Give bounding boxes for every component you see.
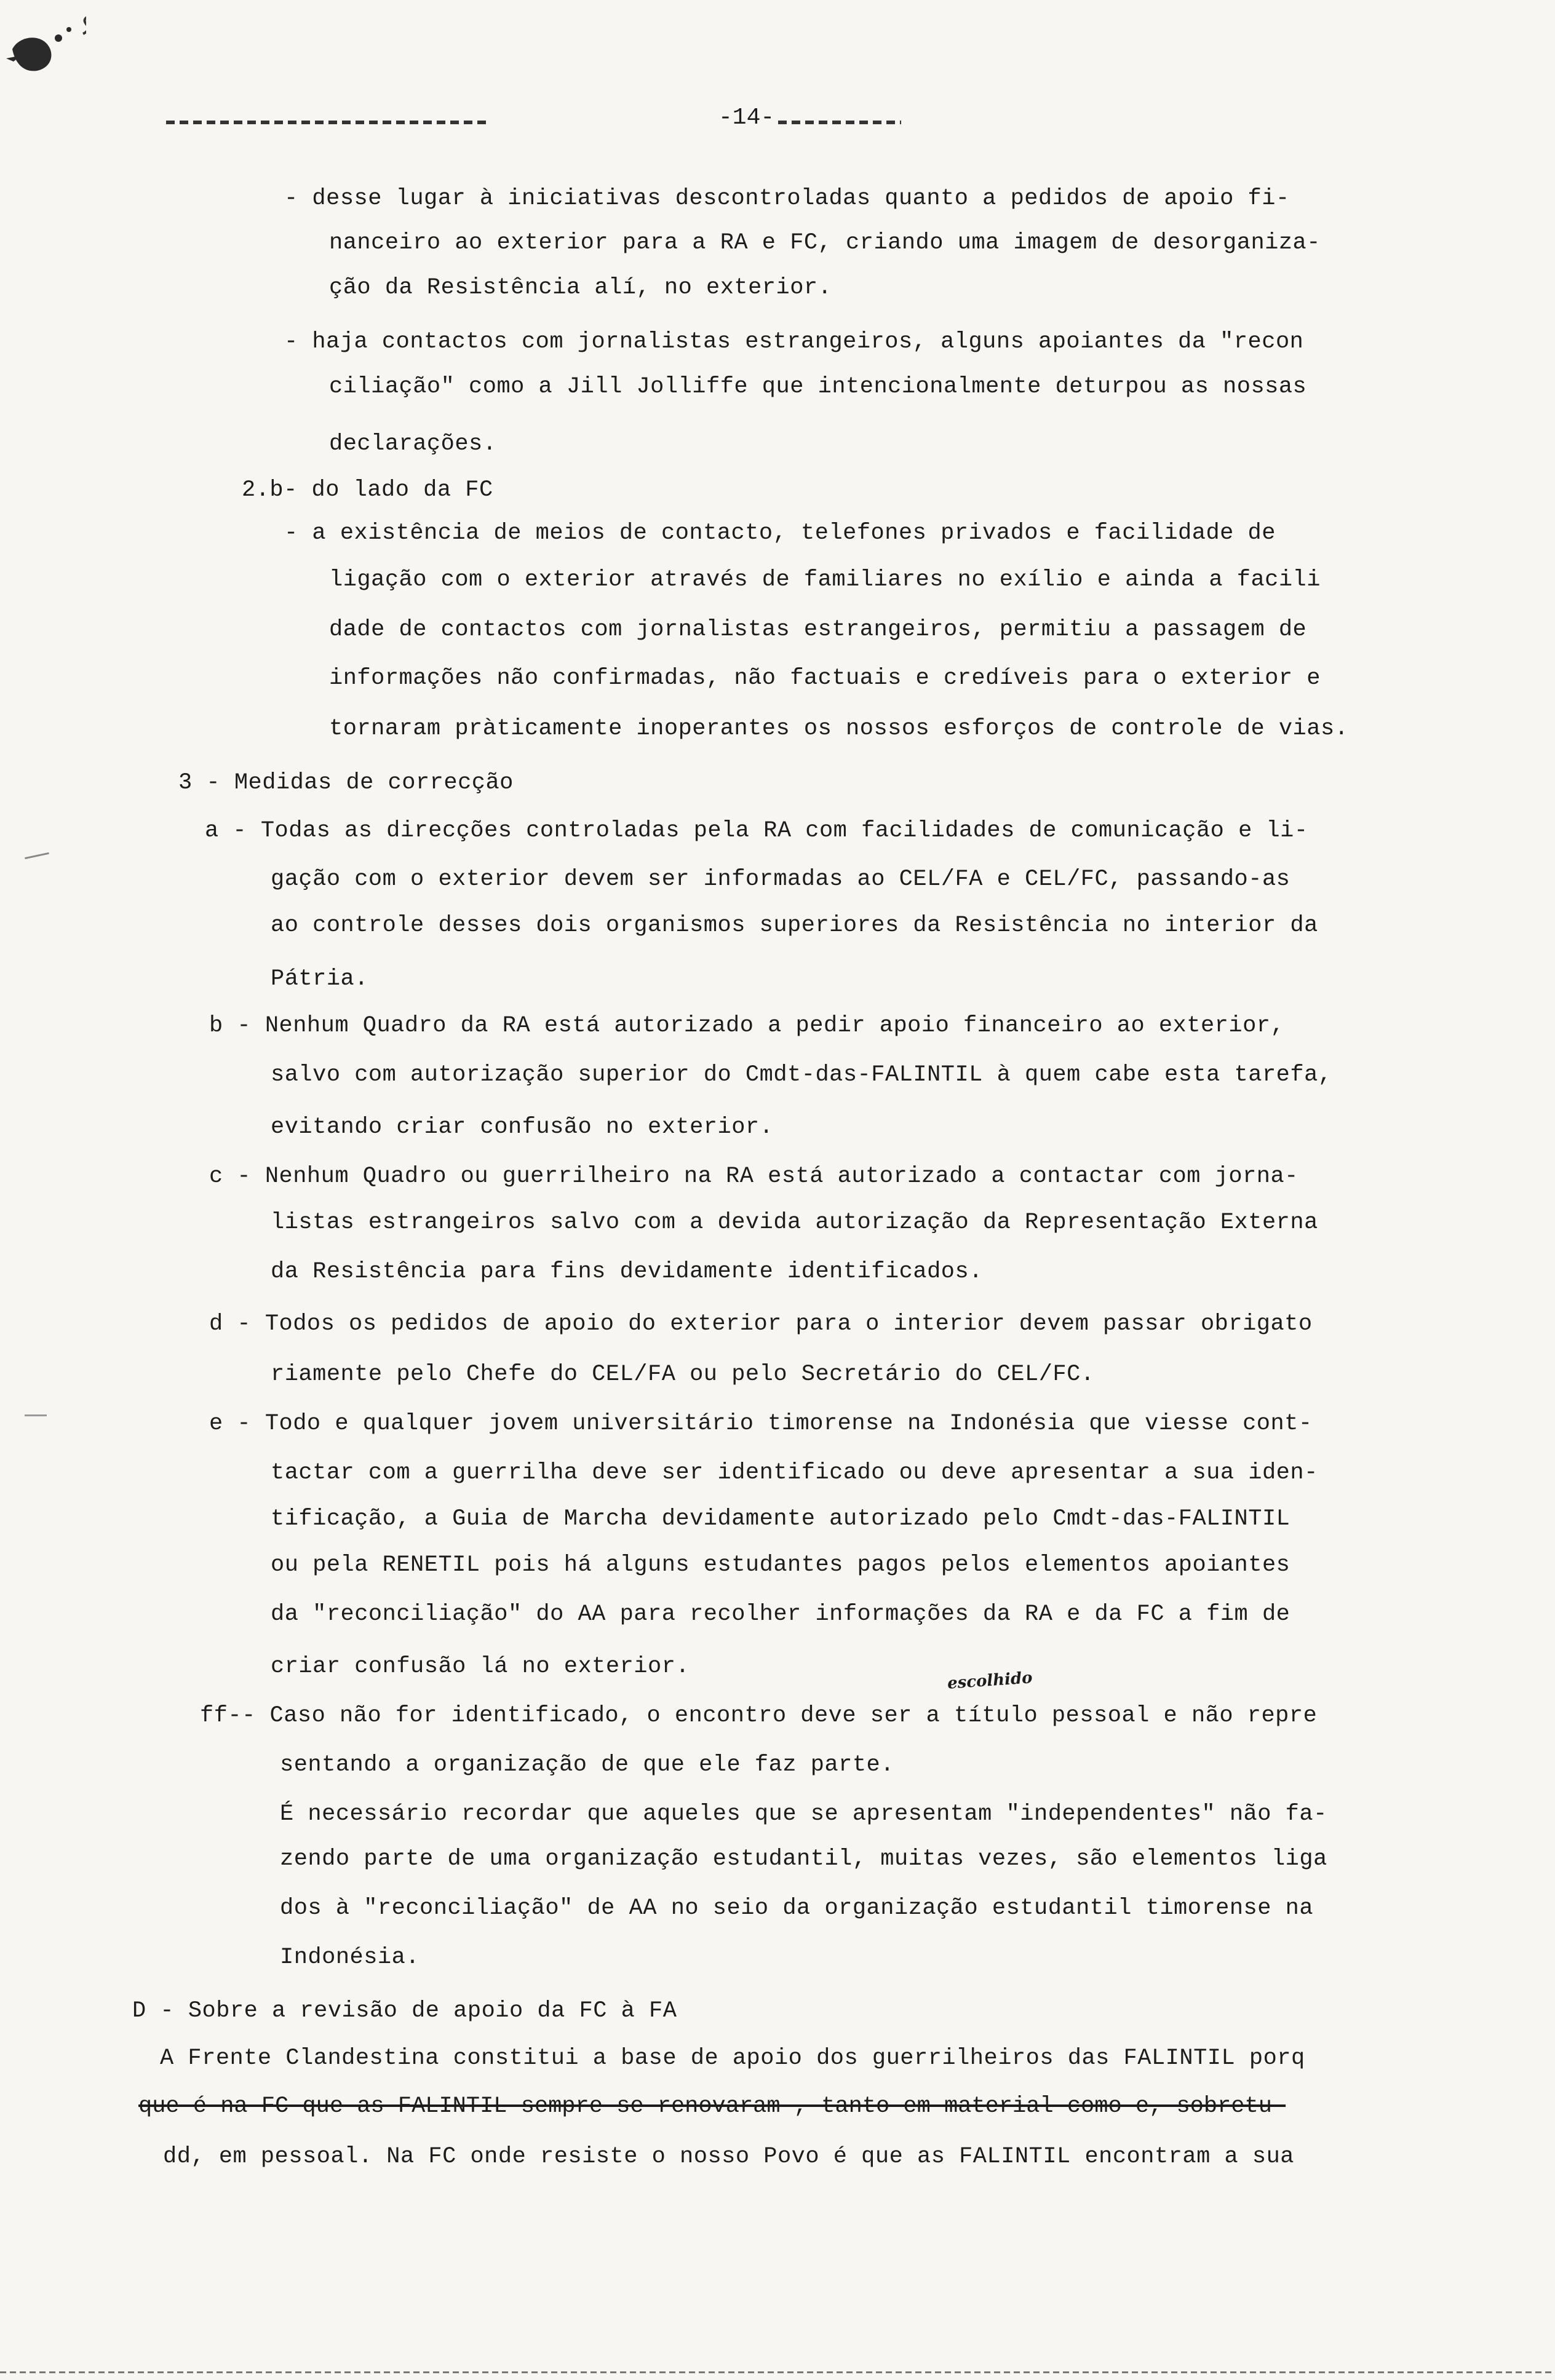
page-number: -14- [718,105,775,131]
text-line: ção da Resistência alí, no exterior. [329,275,832,301]
text-line: da Resistência para fins devidamente identificados. [271,1259,983,1285]
text-line: evitando criar confusão no exterior. [271,1114,774,1140]
text-line: A Frente Clandestina constitui a base de apoio dos guerrilheiros das FALINTIL porq [160,2045,1305,2071]
struck-text-line: que é na FC que as FALINTIL sempre se renovaram , tanto em material como e, sobretu- [138,2093,1286,2119]
text-line: - a existência de meios de contacto, telefones privados e facilidade de [284,520,1276,546]
text-line: tactar com a guerrilha deve ser identificado ou deve apresentar a sua iden- [271,1460,1318,1486]
text-line: ligação com o exterior através de familiares no exílio e ainda a facili [329,567,1321,593]
text-line: dade de contactos com jornalistas estrangeiros, permitiu a passagem de [329,617,1307,643]
text-line: dd, em pessoal. Na FC onde resiste o nosso Povo é que as FALINTIL encontram a sua [163,2144,1294,2170]
margin-mark [25,852,49,859]
text-line: Indonésia. [280,1945,420,1970]
text-line: e - Todo e qualquer jovem universitário timorense na Indonésia que viesse cont- [209,1411,1313,1437]
header-rule-right [778,121,901,124]
text-line: c - Nenhum Quadro ou guerrilheiro na RA está autorizado a contactar com jorna- [209,1164,1298,1189]
header-rule-left [166,121,486,124]
section-heading: D - Sobre a revisão de apoio da FC à FA [132,1998,677,2024]
ink-blot [0,0,86,86]
text-line: a - Todas as direcções controladas pela RA com facilidades de comunicação e li- [205,818,1308,844]
text-line: da "reconciliação" do AA para recolher informações da RA e da FC a fim de [271,1601,1291,1627]
text-line: É necessário recordar que aqueles que se apresentam "independentes" não fa- [280,1801,1327,1827]
text-line: tificação, a Guia de Marcha devidamente autorizado pelo Cmdt-das-FALINTIL [271,1506,1291,1532]
text-line: nanceiro ao exterior para a RA e FC, criando uma imagem de desorganiza- [329,230,1321,256]
text-line: listas estrangeiros salvo com a devida autorização da Representação Externa [271,1210,1318,1236]
text-line: b - Nenhum Quadro da RA está autorizado a pedir apoio financeiro ao exterior, [209,1013,1285,1039]
margin-mark [25,1414,47,1416]
text-line: - haja contactos com jornalistas estrangeiros, alguns apoiantes da "recon [284,329,1304,355]
text-line: sentando a organização de que ele faz parte. [280,1752,894,1778]
text-line: ff-- Caso não for identificado, o encontro deve ser a título pessoal e não repre [200,1703,1318,1729]
bottom-edge-rule [0,2371,1555,2373]
text-line: dos à "reconciliação" de AA no seio da organização estudantil timorense na [280,1895,1314,1921]
text-line: ciliação" como a Jill Jolliffe que intencionalmente deturpou as nossas [329,374,1307,400]
text-line: criar confusão lá no exterior. [271,1654,690,1680]
text-line: d - Todos os pedidos de apoio do exterior para o interior devem passar obrigato [209,1311,1313,1337]
text-line: salvo com autorização superior do Cmdt-das-FALINTIL à quem cabe esta tarefa, [271,1062,1332,1088]
text-line: Pátria. [271,966,368,992]
text-line: - desse lugar à iniciativas descontroladas quanto a pedidos de apoio fi- [284,186,1290,212]
text-line: ao controle desses dois organismos superiores da Resistência no interior da [271,913,1318,938]
text-line: ou pela RENETIL pois há alguns estudantes pagos pelos elementos apoiantes [271,1552,1291,1578]
text-line: tornaram pràticamente inoperantes os nossos esforços de controle de vias. [329,716,1349,742]
text-line: zendo parte de uma organização estudantil, muitas vezes, são elementos liga [280,1846,1327,1872]
text-line: gação com o exterior devem ser informadas ao CEL/FA e CEL/FC, passando-as [271,867,1291,892]
handwritten-insert: escolhido [947,1668,1033,1693]
text-line: riamente pelo Chefe do CEL/FA ou pelo Secretário do CEL/FC. [271,1362,1095,1387]
section-heading: 3 - Medidas de correcção [178,770,514,796]
section-heading: 2.b- do lado da FC [242,477,493,503]
text-line: declarações. [329,431,497,457]
text-line: informações não confirmadas, não factuais e credíveis para o exterior e [329,665,1321,691]
